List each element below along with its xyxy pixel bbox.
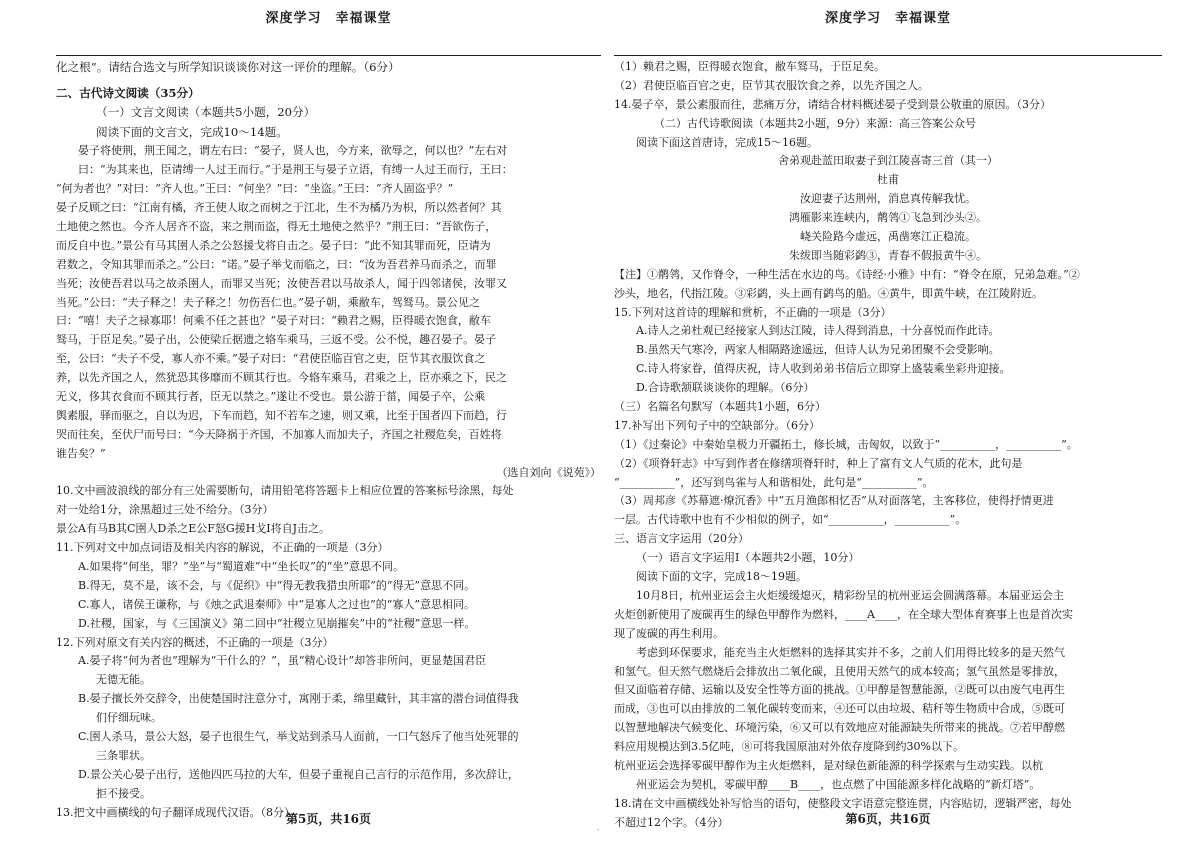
text-line: 一层。古代诗歌中也有不少相似的例子，如“__________，__________”。 <box>614 513 967 527</box>
passage-line: 驽马，于臣足矣。”晏子出，公使梁丘据遗之辂车乘马，三返不受。公不悦，趣召晏子。晏子 <box>56 333 497 347</box>
option-b: B.晏子擅长外交辞令，出使楚国时注意分寸，寓刚于柔，绵里藏针，其丰富的潜台词值得我 <box>78 692 519 706</box>
option-d: D.合诗歌颔联谈谈你的理解。（6分） <box>636 381 815 395</box>
passage-line: 舆素服，驿而驱之，自以为迟，下车而趋，知不若车之速，则又乘，比至于国者四下而趋，行 <box>56 408 507 422</box>
passage-line: 当死。”公曰：“夫子释之！夫子释之！勿伤吾仁也。”晏子朝，乘敝车，驾驽马。景公见之 <box>56 295 480 309</box>
text-line: 们仔细玩味。 <box>96 711 162 725</box>
poem-line: 汝迎妻子达荆州，消息真传解我忧。 <box>800 192 976 206</box>
instruction: 阅读下面这首唐诗，完成15～16题。 <box>636 135 818 149</box>
option-c: C.圉人杀马，景公大怒，晏子也很生气，举戈站到杀马人面前，一口气怒斥了他当处死罪的 <box>78 729 519 743</box>
poem-line: 峣关险路今虚远，禹凿寒江正稳流。 <box>800 230 976 244</box>
translation-item-2: （2）君使臣临百官之吏，臣节其衣服饮食之养，以先齐国之人。 <box>614 78 929 92</box>
poem-title: 舍弟观赴蓝田取妻子到江陵喜寄三首（其一） <box>778 154 998 168</box>
fill-blank-2: （2）《项脊轩志》中写到作者在修缮项脊轩时，种上了富有文人气质的花木，此句是 <box>614 456 1023 470</box>
subsection-heading: （三）名篇名句默写（本题共1小题，6分） <box>614 400 826 414</box>
question-12: 12.下列对原文有关内容的概述，不正确的一项是（3分） <box>56 635 334 649</box>
passage-line: 哭而往矣，至伏尸而号曰：“今天降祸于齐国，不加寡人而加夫子，齐国之社稷危矣，百姓将 <box>56 427 502 441</box>
subsection-heading: （一）语言文字运用Ⅰ（本题共2小题，10分） <box>636 551 860 565</box>
passage-line: “何为者也？”对曰：“齐人也。”王曰：“何坐？”曰：“坐盗。”王曰：“齐人固盗乎？” <box>56 182 454 196</box>
passage-line: 18.请在文中画横线处补写恰当的语句，使整段文字语意完整连贯，内容贴切，逻辑严密，每处 <box>614 796 1072 810</box>
page-body <box>56 56 601 822</box>
option-b: B.得无，莫不是，该不会，与《促织》中“得无教我猎虫所耶”的“得无”意思不同。 <box>78 578 476 592</box>
poem-line: 朱绂即当随彩鹢③，青春不假报黄牛④。 <box>789 248 987 262</box>
text-line: 无德无能。 <box>96 673 151 687</box>
option-a: A.如果将“何坐，罪？”坐”与“蜀道难”中“坐长叹”的“坐”意思不同。 <box>78 559 405 573</box>
passage-line: 曰：“为其来也，臣请缚一人过王而行。”于是荆王与晏子立语，有缚一人过王而行，王曰： <box>78 163 513 177</box>
option-a: A.晏子将“何为者也”理解为“干什么的？”，虽“精心设计”却答非所问，更显楚国君臣 <box>78 654 487 668</box>
stray-mark: · <box>597 826 600 834</box>
left-page <box>56 0 601 833</box>
text-line: 化之根”。请结合选文与所学知识谈谈你对这一评价的理解。（6分） <box>56 60 400 74</box>
page-footer: 第5页，共16页 <box>285 812 372 826</box>
option-b: B.虽然天气寒冷，两家人相隔路途遥远，但诗人认为兄弟团聚不会受影响。 <box>636 343 1000 357</box>
poem-line: 鸿雁影来连峡内，鹡鸰①飞急到沙头②。 <box>789 211 987 225</box>
passage-line: 晏子反顾之曰：“江南有橘，齐王使人取之而树之于江北，生不为橘乃为枳，所以然者何？其 <box>56 201 502 215</box>
right-page <box>614 0 1162 833</box>
section-heading: 二、古代诗文阅读（35分） <box>56 85 200 100</box>
option-c: C.诗人将家眷，值得庆祝，诗人收到弟弟书信后立即穿上盛装乘坐彩舟迎接。 <box>636 362 1011 376</box>
passage-line: 杭州亚运会选择零碳甲醇作为主火炬燃料，是对绿色新能源的科学探索与生动实践。以杭 <box>614 758 1043 772</box>
passage-line: 曰：“嘻！夫子之禄寡耶！何乘不任之甚也？”晏子对曰：“赖君之赐，臣得暖衣饱食，敝车 <box>56 314 491 328</box>
text-line: “__________”，还写到鸟雀与人和谐相处，此句是“__________”。 <box>614 475 934 489</box>
passage-line: 10月8日，杭州亚运会主火炬缓缓熄灭，精彩纷呈的杭州亚运会圆满落幕。本届亚运会主 <box>636 588 1064 602</box>
poem-note: 沙头，地名，代指江陵。③彩鹢，头上画有鹢鸟的船。④黄牛，即黄牛峡，在江陵附近。 <box>614 286 1043 300</box>
passage-line: 土地使之然也。今齐人居齐不盗，来之荆而盗，得无土地使之然乎？”荆王曰：“吾欲伤子， <box>56 219 497 233</box>
question-14: 14.晏子卒，景公素服而往，悲痛万分，请结合材料概述晏子受到景公敬重的原因。（3分） <box>614 97 1051 111</box>
passage-source: （选自刘向《说苑》） <box>496 465 601 479</box>
question-17: 17.补写出下列句子中的空缺部分。（6分） <box>614 418 820 432</box>
passage-line: 料应用规模达到3.5亿吨，⑧可将我国原油对外依存度降到约30%以下。 <box>614 740 964 754</box>
translation-item-1: （1）赖君之赐，臣得暖衣饱食，敝车驽马，于臣足矣。 <box>614 60 885 73</box>
page-header: 深度学习 幸福课堂 <box>56 0 601 56</box>
passage-line: 而成，③也可以由排放的二氧化碳转变而来，④还可以由垃圾、秸秆等生物质中合成，⑤既可 <box>614 702 1065 716</box>
option-c: C.寡人，诸侯王谦称，与《烛之武退秦师》中“是寡人之过也”的“寡人”意思相同。 <box>78 597 476 611</box>
instruction: 阅读下面的文言文，完成10～14题。 <box>96 124 288 139</box>
poem-author: 杜甫 <box>877 173 899 187</box>
question-18: 不超过12个字。（4分） <box>614 815 729 829</box>
passage-line: 州亚运会为契机，零碳甲醇____B____，也点燃了中国能源多样化战略的“新灯塔”。 <box>636 777 1041 791</box>
question-15: 15.下列对这首诗的理解和赏析，不正确的一项是（3分） <box>614 305 892 319</box>
text-line: 景公A有马B其C圉人D杀之E公F怒G援H戈I将自J击之。 <box>56 522 331 536</box>
page-header: 深度学习 幸福课堂 <box>614 0 1162 56</box>
passage-line: 而反自中也。”景公有马其圉人杀之公怒援戈将自击之。晏子曰：“此不知其罪而死，臣请为 <box>56 238 491 252</box>
passage-line: 当死；汝使吾君以马之故杀圉人，而罪又当死；汝使吾君以马故杀人，闻于四邻诸侯，汝罪又 <box>56 276 507 290</box>
poem-note: 【注】①鹡鸰，又作脊令，一种生活在水边的鸟。《诗经·小雅》中有：“脊令在原，兄弟急难。”② <box>614 267 1080 281</box>
question-10: 10.文中画波浪线的部分有三处需要断句，请用铅笔将答题卡上相应位置的答案标号涂黑，每处 <box>56 484 514 498</box>
passage-line: 晏子将使荆，荆王闻之，谓左右曰：“晏子，贤人也，今方来，欲辱之，何以也？”左右对 <box>78 144 508 158</box>
passage-line: 考虑到环保要求，能充当主火炬燃料的选择其实并不多，之前人们用得比较多的是天然气 <box>636 645 1065 659</box>
text-line: 拒不接受。 <box>96 786 151 800</box>
passage-line: 但又面临着存储、运输以及安全性等方面的挑战。①甲醇是智慧能源，②既可以由废气电再生 <box>614 683 1065 697</box>
subsection-heading: （二）古代诗歌阅读（本题共2小题，9分）来源：高三答案公众号 <box>654 116 976 130</box>
fill-blank-3: （3）周邦彦《苏幕遮·燎沉香》中“五月渔郎相忆否”从对面落笔，主客移位，使得抒情更进 <box>614 494 1054 508</box>
text-line: 对一处给1分，涂黑超过三处不给分。（3分） <box>56 503 274 517</box>
section-heading: 三、语言文字运用（20分） <box>614 532 749 546</box>
subsection-heading: （一）文言文阅读（本题共5小题，20分） <box>96 105 316 120</box>
passage-line: 以智慧地解决气候变化、环境污染，⑥又可以有效地应对能源缺失所带来的挑战。⑦若甲醇燃 <box>614 721 1065 735</box>
page-footer: 第6页，共16页 <box>845 812 931 826</box>
passage-line: 和氢气。但天然气燃烧后会排放出二氧化碳，且使用天然气的成本较高；氢气虽然是零排放， <box>614 664 1065 678</box>
option-a: A.诗人之弟杜观已经接家人到达江陵，诗人得到消息，十分喜悦而作此诗。 <box>636 324 1000 338</box>
text-line <box>614 833 1162 851</box>
instruction: 阅读下面的文字，完成18～19题。 <box>636 570 807 584</box>
option-d: D.景公关心晏子出行，送他四匹马拉的大车，但晏子重视自己言行的示范作用，多次辞让， <box>78 767 519 781</box>
question-13: 13.把文中画横线的句子翻译成现代汉语。（8分） <box>56 805 295 819</box>
fill-blank-1: （1）《过秦论》中秦始皇极力开疆拓土，修长城，击匈奴，以致于“__________，__________”。 <box>614 437 1078 451</box>
passage-line: 君数之，令知其罪而杀之。”公曰：“诺。”晏子举戈而临之，曰：“汝为吾君养马而杀之，而罪 <box>56 257 497 271</box>
page-body <box>614 56 1162 851</box>
passage-line: 无义，侈其衣食而不顾其行者，臣无以禁之。”遂让不受也。景公游于菑，闻晏子卒，公乘 <box>56 389 486 403</box>
passage-line: 至，公曰：“夫子不受，寡人亦不乘。”晏子对曰：“君使臣临百官之吏，臣节其衣服饮食之 <box>56 352 486 366</box>
option-d: D.社稷，国家，与《三国演义》第二回中“社稷立见崩摧矣”中的“社稷”意思一样。 <box>78 616 476 630</box>
passage-line: 火炬创新使用了废碳再生的绿色甲醇作为燃料，____A____，在全球大型体育赛事上也是首次实 <box>614 607 1073 621</box>
question-11: 11.下列对文中加点词语及相关内容的解说，不正确的一项是（3分） <box>56 541 389 555</box>
passage-line: 现了废碳的再生利用。 <box>614 626 724 640</box>
passage-line: 谁告矣？” <box>56 446 106 460</box>
passage-line: 养，以先齐国之人，然犹恐其侈靡而不顾其行也。今辂车乘马，君乘之上，臣亦乘之下，民之 <box>56 371 507 385</box>
text-line: 三条罪状。 <box>96 748 151 762</box>
